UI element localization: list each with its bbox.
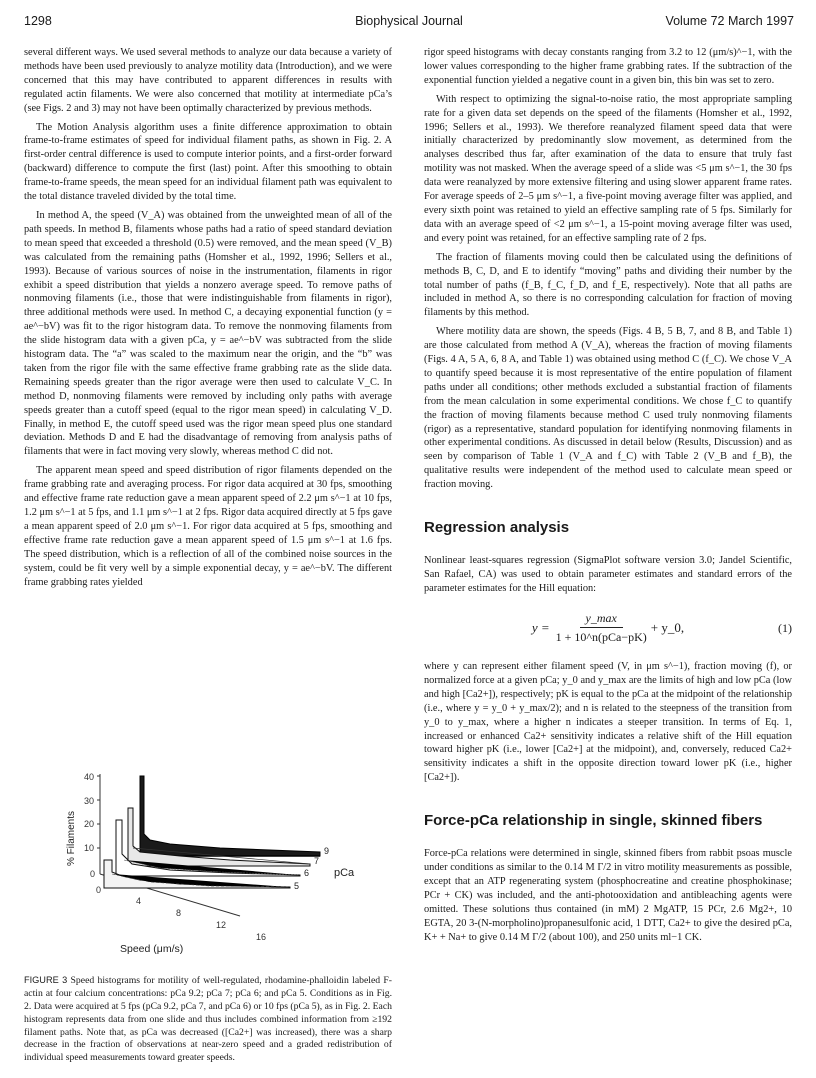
right-column	[424, 46, 792, 945]
left-column	[24, 46, 392, 589]
x-tick: 0	[96, 885, 102, 895]
histogram-plot	[40, 756, 380, 966]
histogram-series-pca7	[128, 808, 310, 866]
paragraph: Nonlinear least-squares regression (SigmaPlot software version 3.0; Jandel Scientific, San Rafael, CA) was used to obtain parameter estimates and standard errors of the parameter estimates for the Hill equation:	[424, 555, 792, 595]
y-axis-label: % Filaments	[66, 810, 77, 866]
equation-lhs: y =	[531, 620, 550, 636]
paragraph: Force-pCa relations were determined in single, skinned fibers from rabbit psoas muscle under conditions as similar to the 0.14 M Γ/2 in vitro motility measurements as possible, except that an ATP regenerating system (phosphocreatine and creatine phosphokinase; PCr + CK) was included, and the anti-photooxidation and antibleaching agents were omitted. These solutions thus contained (in mM) 2 MgATP, 15 PCr, 2.6 Mg2+, 10 EGTA, 20 3-(N-morpholino)propanesulfonic acid, 1 DTT, Ca2+ to give the desired pCa, K+ + Na+ to give 0.14 M Γ/2 (about 100), and 250 units ml−1 CK.	[424, 848, 792, 943]
paragraph: Where motility data are shown, the speeds (Figs. 4 B, 5 B, 7, and 8 B, and Table 1) are those calculated from method A (V_A), whereas the fraction of moving filaments (Figs. 4 A, 5 A, 6, 8 A, and Table 1) was obtained using method C (f_C). We chose V_A to quantify speed because it is most representative of the entire population of filament paths under all conditions; other methods excluded a substantial fraction of filaments from the mean calculation in some experimental conditions. We chose f_C to quantify the fraction of moving filaments because method C used truly nonmoving filaments (rigor) as a representative, standard population for identifying nonmoving filaments in other experimental conditions. As discussed in detail below (Results, Discussion) and as seen by comparison of Table 1 (V_A and f_C) with Table 2 (V_B and f_B), the qualitative results were independent of the method used to calculate mean speed or fraction moving.	[424, 326, 792, 491]
equation-tail: + y_0,	[650, 620, 685, 636]
histogram-series-pca9	[140, 776, 320, 856]
caption-text: Speed histograms for motility of well-regulated, rhodamine-phalloidin labeled F-actin at four calcium concentrations: pCa 9.2; pCa 7; pCa 6; and pCa 5. Conditions as in Fig. 2. Data were acquired at 5 fps (pCa 9.2, pCa 7, and pCa 6) or 10 fps (pCa 5), as in Fig. 2. Each histogram represents data from one slide and thus includes combined information from ≥192 filament paths. Note that, as pCa was decreased ([Ca2+] was increased), there was a sharp decrease in the fraction of observations at near-zero speed and a graded redistribution of individual speed measurements toward greater speeds.	[24, 975, 393, 1064]
paragraph: The Motion Analysis algorithm uses a finite difference approximation to obtain frame-to-frame estimates of speed for individual filament paths, as shown in Fig. 2. A first-order central difference is used to compute interior points, and a first-order forward (backward) difference to compute the first (last) point. After this smoothing to obtain frame-to-frame speeds, the mean speed for an individual filament path was equivalent to the total distance traveled divided by the total time.	[24, 121, 392, 203]
x-axis-label: Speed (μm/s)	[120, 943, 184, 955]
series-label: 5	[294, 881, 300, 891]
section-heading: Force-pCa relationship in single, skinned fibers	[424, 812, 763, 830]
section-heading: Regression analysis	[424, 519, 570, 537]
x-tick: 4	[136, 896, 142, 906]
z-axis-label: pCa	[334, 867, 355, 879]
figure-caption	[24, 974, 392, 1065]
hill-equation	[424, 606, 792, 650]
paragraph: With respect to optimizing the signal-to-noise ratio, the most appropriate sampling rate for a given data set depends on the speed of the filaments (Homsher et al., 1992, 1996; Sellers et al., 1993). We therefore reanalyzed filament speed data that were initially characterized by predominantly slow movement, as determined from the analyses described thus far, after examination of the data to ensure that truly fast motility was not masked. When the average speed of a slide was <5 μm s^−1, the 30 fps data were reanalyzed by more extensive filtering and using slower apparent frame rates. For average speeds of 2–5 μm s^−1, a five-point moving average filter was applied, and every sixth point was retained to yield an effective sampling rate of 5 fps. Similarly for data with an average speed of <2 μm s^−1, a 15-point moving average filter was used, and every point was retained, for an effective sampling rate of 2 fps.	[424, 93, 792, 244]
y-tick: 40	[84, 772, 95, 782]
volume-info: Volume 72 March 1997	[665, 14, 794, 28]
paragraph: rigor speed histograms with decay constants ranging from 3.2 to 12 (μm/s)^−1, with the lower values corresponding to the higher frame grabbing rates. If the subtraction of the exponential function yielded a negative count in a given bin, this bin was set to zero.	[424, 47, 792, 86]
y-tick: 10	[84, 843, 95, 853]
series-label: 9	[324, 846, 330, 856]
y-tick: 30	[84, 796, 95, 806]
paragraph: several different ways. We used several methods to analyze our data because a variety of methods have been used previously to analyze motility data (Introduction), and we were concerned that this may have contributed to apparent differences in results with regulated actin filaments. We were also concerned that motility at intermediate pCa’s (see Figs. 2 and 3) may not have been optimally characterized by previous methods.	[24, 47, 392, 114]
page-number: 1298	[24, 14, 52, 28]
running-header	[24, 14, 794, 32]
equation-number: (1)	[778, 620, 792, 635]
equation-numerator: y_max	[580, 610, 623, 628]
journal-title: Biophysical Journal	[355, 14, 463, 28]
paragraph: The apparent mean speed and speed distribution of rigor filaments depended on the frame grabbing rate and averaging process. For rigor data acquired at 30 fps, smoothing and effective frame rate reduction gave a mean apparent speed of 2.2 μm s^−1 at 10 fps, 1.2 μm s^−1 at 5 fps, and 1.1 μm s^−1 at 2 fps. Rigor data acquired directly at 5 fps gave a mean apparent speed of 2.0 μm s^−1. For rigor data acquired at 5 fps, smoothing and effective frame rate reduction gave a mean apparent speed of 1.5 μm s^−1 at 1.6 fps. The speed distribution, which is a reflection of all of the combined noise sources in the system, could be fit very well by a simple exponential decay, y = ae^−bV. The different frame grabbing rates yielded	[24, 465, 392, 588]
equation-denominator: 1 + 10^n(pCa−pK)	[555, 630, 647, 645]
series-label: 6	[304, 868, 310, 878]
series-label: 7	[314, 856, 320, 866]
y-tick: 20	[84, 819, 95, 829]
x-tick: 12	[216, 920, 227, 930]
x-tick: 16	[256, 932, 267, 942]
equation-fraction	[556, 610, 647, 645]
paragraph: The fraction of filaments moving could then be calculated using the definitions of methods B, C, D, and E to identify “moving” paths and dividing their number by the total number of paths (f_B, f_C, f_D, and f_E, respectively). Note that all paths are included in method A, so there is no corresponding calculation for fraction of moving filaments by this method.	[424, 251, 792, 319]
x-tick: 8	[176, 908, 182, 918]
paragraph: In method A, the speed (V_A) was obtained from the unweighted mean of all of the path speeds. In method B, filaments whose paths had a ratio of speed standard deviation to mean speed that exceeded a threshold (0.5) were removed, and the mean speed (V_B) was calculated from the remaining paths (Homsher et al., 1992, 1996; Sellers et al., 1993). Because of various sources of noise in the instrumentation, filaments in rigor exhibit a speed distribution that yields a nonzero average speed. To remove paths of nonmoving filaments (i.e., those that were indistinguishable from filaments in rigor), three additional methods were used. In method C, a decaying exponential function (y = ae^−bV) was fit to the rigor histogram data. To remove the nonmoving filaments from the slide histogram data with a given pCa, y = ae^−bV was subtracted from the slide histogram data. The “a” was scaled to the maximum near the origin, and the “b” was taken from the rigor file with the same effective frame grabbing rate as the slide data. Remaining speeds greater than the rigor average were then used to calculate V_C. In method D, nonmoving filaments were removed by including only paths with average speeds greater than a cutoff speed (equal to the rigor mean speed) in calculating V_D. Finally, in method E, the cutoff speed used was the rigor mean speed plus one standard deviation. Methods D and E had the disadvantage of removing from analysis paths of filaments that were in fact moving very slowly, whereas method C did not.	[24, 209, 392, 458]
y-tick: 0	[90, 869, 96, 879]
paragraph: where y can represent either filament speed (V, in μm s^−1), fraction moving (f), or normalized force at a given pCa; y_0 and y_max are the limits of high and low pCa (low and high [Ca2+]), respectively; pK is equal to the pCa at the midpoint of the relationship (i.e., where y = y_0 + y_max/2); and n is related to the steepness of the transition from y_0 to y_max, where a higher n indicates a steeper transition. In terms of Eq. 1, increased or enhanced Ca2+ sensitivity indicates a relative shift of the Hill equation toward higher pK (i.e., lower [Ca2+] at the midpoint), and, conversely, reduced Ca2+ sensitivity indicates a shift in the opposite direction toward lower pK (i.e., higher [Ca2+]).	[424, 660, 792, 784]
figure-3-chart	[40, 756, 380, 966]
figure-label: FIGURE 3	[24, 975, 68, 985]
